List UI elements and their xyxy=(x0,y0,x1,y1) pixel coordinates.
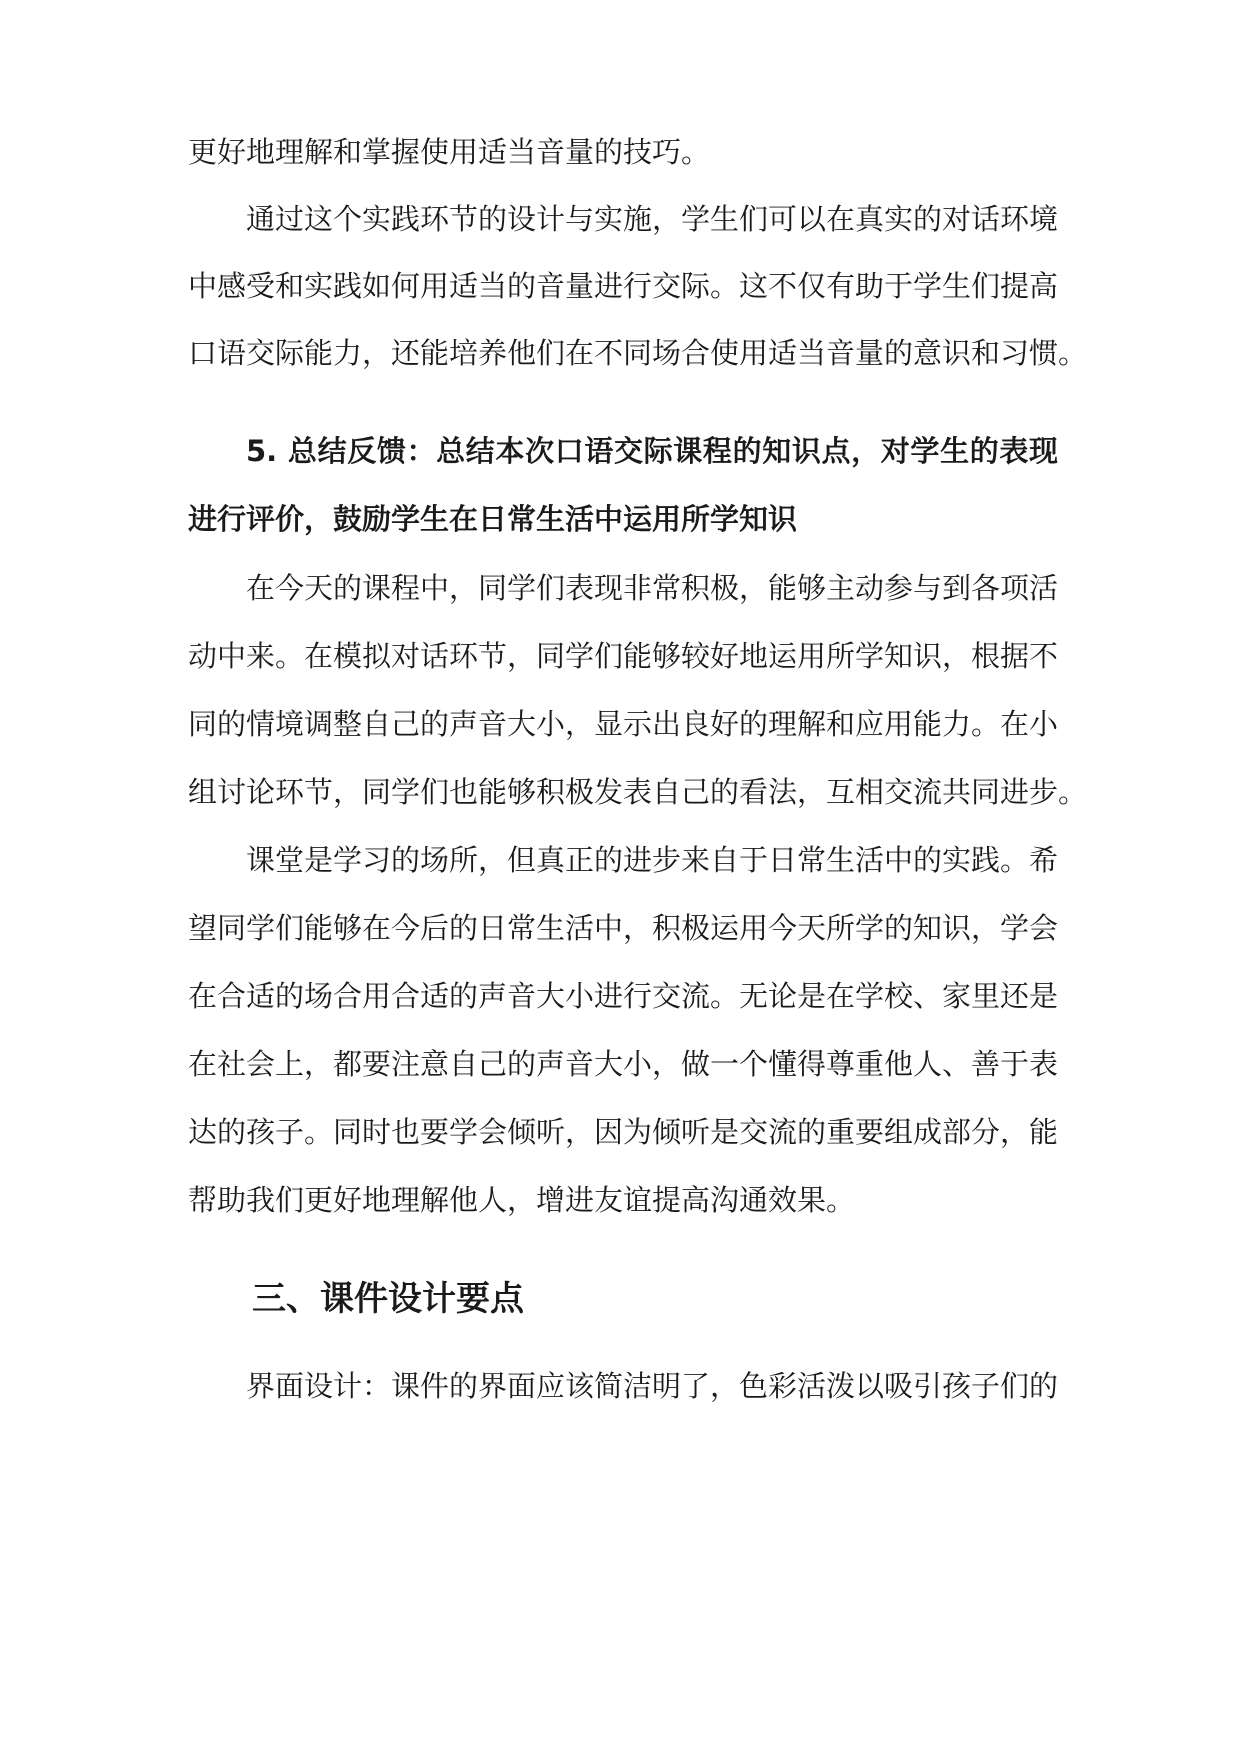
paragraph-line: 组讨论环节，同学们也能够积极发表自己的看法，互相交流共同进步。 xyxy=(188,775,1088,809)
paragraph-line: 中感受和实践如何用适当的音量进行交际。这不仅有助于学生们提高 xyxy=(188,269,1059,303)
paragraph-line: 在今天的课程中，同学们表现非常积极，能够主动参与到各项活 xyxy=(246,571,1059,605)
paragraph-line: 在合适的场合用合适的声音大小进行交流。无论是在学校、家里还是 xyxy=(188,979,1059,1013)
step-heading-line: 5. 总结反馈：总结本次口语交际课程的知识点，对学生的表现 xyxy=(246,434,1058,468)
paragraph-line: 达的孩子。同时也要学会倾听，因为倾听是交流的重要组成部分，能 xyxy=(188,1115,1059,1149)
paragraph-line: 动中来。在模拟对话环节，同学们能够较好地运用所学知识，根据不 xyxy=(188,639,1059,673)
paragraph-line: 在社会上，都要注意自己的声音大小，做一个懂得尊重他人、善于表 xyxy=(188,1047,1059,1081)
paragraph-line: 界面设计：课件的界面应该简洁明了，色彩活泼以吸引孩子们的 xyxy=(246,1369,1059,1403)
paragraph-line: 帮助我们更好地理解他人，增进友谊提高沟通效果。 xyxy=(188,1183,856,1217)
paragraph-line: 课堂是学习的场所，但真正的进步来自于日常生活中的实践。希 xyxy=(246,843,1059,877)
paragraph-line: 更好地理解和掌握使用适当音量的技巧。 xyxy=(188,135,711,169)
paragraph-line: 口语交际能力，还能培养他们在不同场合使用适当音量的意识和习惯。 xyxy=(188,336,1088,370)
paragraph-line: 通过这个实践环节的设计与实施，学生们可以在真实的对话环境 xyxy=(246,202,1059,236)
paragraph-line: 同的情境调整自己的声音大小，显示出良好的理解和应用能力。在小 xyxy=(188,707,1059,741)
step-heading-line: 进行评价，鼓励学生在日常生活中运用所学知识 xyxy=(188,502,798,536)
paragraph-line: 望同学们能够在今后的日常生活中，积极运用今天所学的知识，学会 xyxy=(188,911,1059,945)
section-heading: 三、课件设计要点 xyxy=(252,1279,524,1319)
